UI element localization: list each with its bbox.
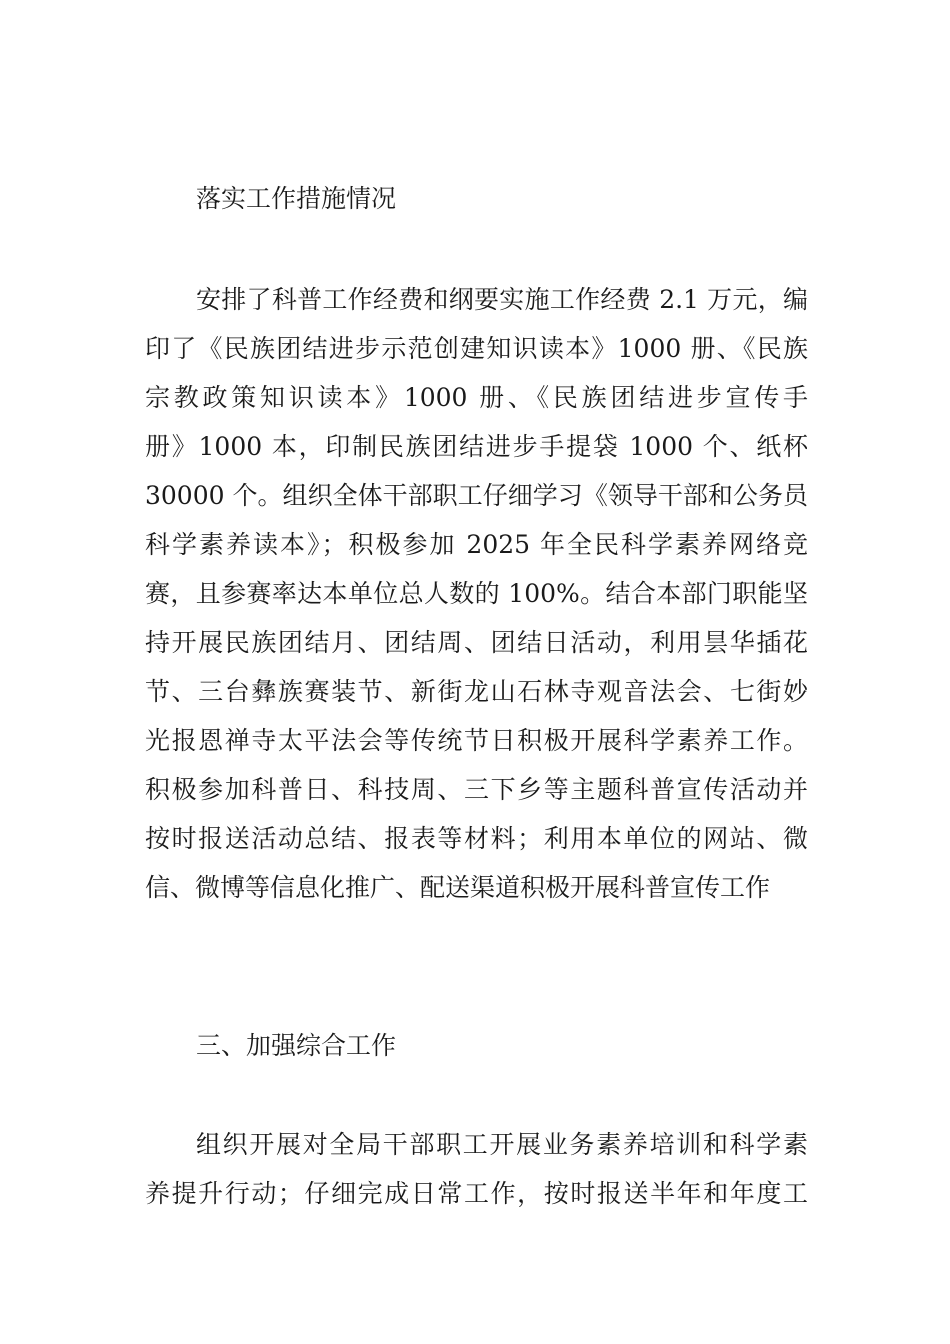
paragraph-line: 节、三台彝族赛装节、新街龙山石林寺观音法会、七街妙: [145, 677, 808, 706]
paragraph-line: 宗教政策知识读本》1000 册、《民族团结进步宣传手: [145, 383, 808, 412]
paragraph-line: 科学素养读本》；积极参加 2025 年全民科学素养网络竞: [145, 530, 808, 559]
section-heading-measures: 落实工作措施情况: [196, 184, 397, 213]
paragraph-line: 印了《民族团结进步示范创建知识读本》1000 册、《民族: [145, 334, 808, 363]
paragraph-line: 组织开展对全局干部职工开展业务素养培训和科学素: [196, 1130, 808, 1159]
paragraph-line: 养提升行动；仔细完成日常工作，按时报送半年和年度工: [145, 1179, 808, 1208]
section-heading-comprehensive-work: 三、加强综合工作: [196, 1031, 397, 1060]
paragraph-measures: [145, 275, 808, 912]
paragraph-line: 积极参加科普日、科技周、三下乡等主题科普宣传活动并: [145, 775, 808, 804]
paragraph-line: 持开展民族团结月、团结周、团结日活动，利用昙华插花: [145, 628, 808, 657]
paragraph-line: 30000 个。组织全体干部职工仔细学习《领导干部和公务员: [145, 481, 808, 510]
paragraph-line: 册》1000 本，印制民族团结进步手提袋 1000 个、纸杯: [145, 432, 808, 461]
paragraph-comprehensive-work: [145, 1120, 808, 1218]
paragraph-line: 安排了科普工作经费和纲要实施工作经费 2.1 万元，编: [196, 285, 808, 314]
paragraph-line: 赛，且参赛率达本单位总人数的 100%。结合本部门职能坚: [145, 579, 808, 608]
paragraph-line: 按时报送活动总结、报表等材料；利用本单位的网站、微: [145, 824, 808, 853]
paragraph-line: 光报恩禅寺太平法会等传统节日积极开展科学素养工作。: [145, 726, 808, 755]
paragraph-line: 信、微博等信息化推广、配送渠道积极开展科普宣传工作: [145, 873, 771, 902]
